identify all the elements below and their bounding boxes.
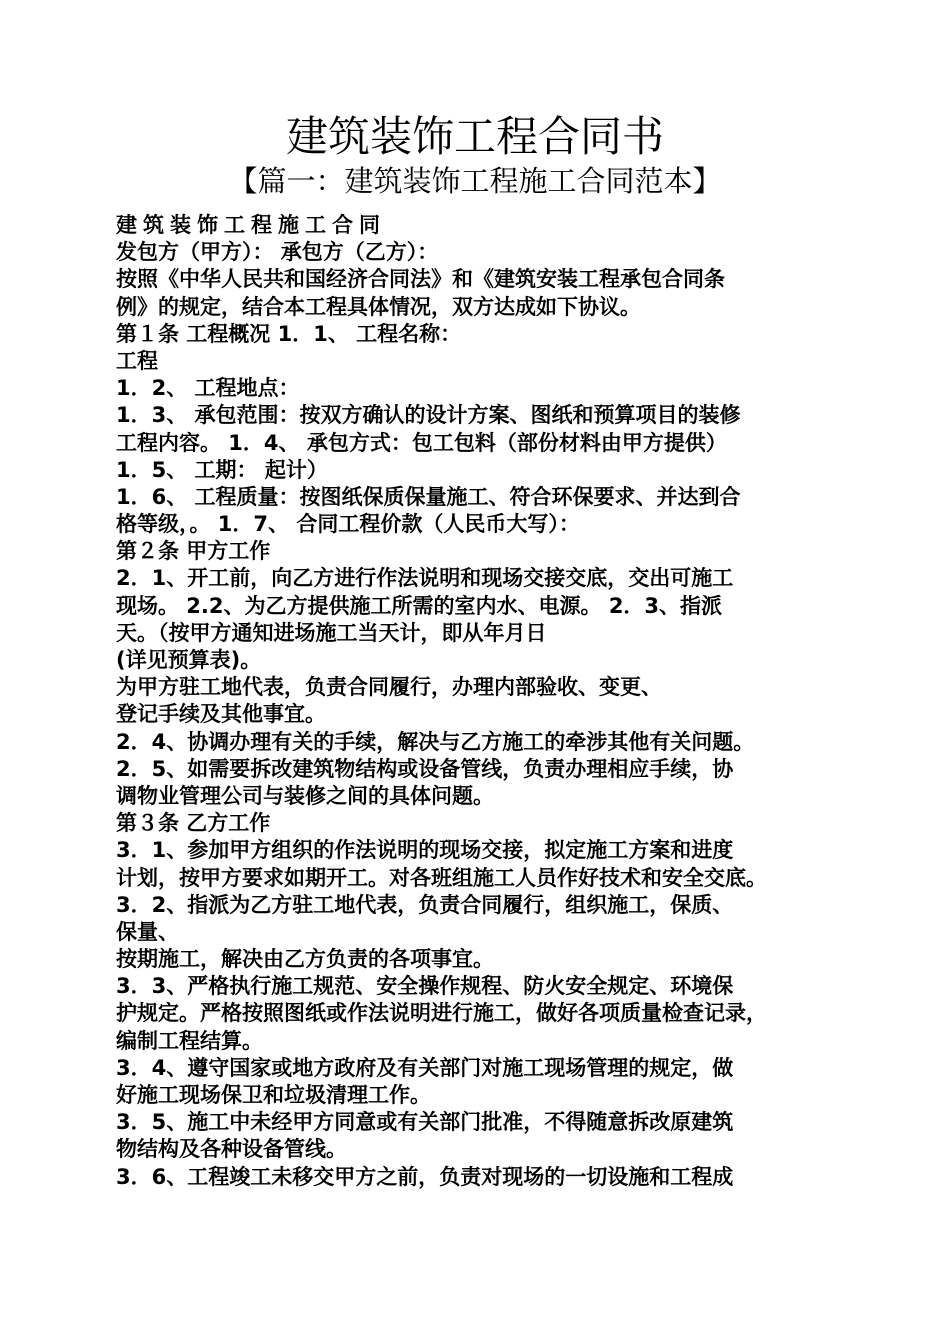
text-line: 按期施工，解决由乙方负责的各项事宜。 <box>116 947 494 972</box>
text-line: 好施工现场保卫和垃圾清理工作。 <box>116 1083 431 1107</box>
document-title: 建筑装饰工程合同书 <box>285 112 664 161</box>
text-line: 为甲方驻工地代表，负责合同履行，办理内部验收、变更、 <box>116 675 662 700</box>
text-line: 计划，按甲方要求如期开工。对各班组施工人员作好技术和安全交底。 <box>116 865 767 890</box>
contract-heading: 建筑装饰工程施工合同 <box>116 213 386 237</box>
text-line: 2．4、协调办理有关的手续，解决与乙方施工的牵涉其他有关问题。 <box>116 729 755 754</box>
text-line: 3．2、指派为乙方驻工地代表，负责合同履行，组织施工，保质、 <box>116 892 734 917</box>
text-line: 工程内容。 1．4、 承包方式：包工包料（部份材料由甲方提供） <box>116 430 727 455</box>
article-2-heading: 第２条 甲方工作 <box>116 539 271 564</box>
text-line: 2．5、如需要拆改建筑物结构或设备管线，负责办理相应手续，协 <box>116 756 734 781</box>
text-line: 护规定。严格按照图纸或作法说明进行施工，做好各项质量检查记录， <box>116 1001 767 1026</box>
text-line: 3．4、遵守国家或地方政府及有关部门对施工现场管理的规定，做 <box>116 1055 734 1080</box>
text-line: 登记手续及其他事宜。 <box>116 702 326 727</box>
text-line: 1．6、 工程质量：按图纸保质保量施工、符合环保要求、并达到合 <box>116 484 741 509</box>
text-line: (详见预算表)。 <box>116 648 262 672</box>
text-line: 3．1、参加甲方组织的作法说明的现场交接，拟定施工方案和进度 <box>116 838 734 863</box>
text-line: 3．5、施工中未经甲方同意或有关部门批准，不得随意拆改原建筑 <box>116 1110 734 1135</box>
text-line: 1．5、 工期： 起计） <box>116 457 328 482</box>
document-body <box>116 212 856 1191</box>
document-subtitle: 【篇一：建筑装饰工程施工合同范本】 <box>228 164 722 198</box>
text-line: 1．3、 承包范围：按双方确认的设计方案、图纸和预算项目的装修 <box>116 403 741 428</box>
text-line: 天。（按甲方通知进场施工当天计，即从年月日 <box>116 620 547 645</box>
article-1-heading: 第１条 工程概况 1．1、 工程名称： <box>116 321 462 346</box>
text-line: 保量、 <box>116 919 179 944</box>
text-line: 编制工程结算。 <box>116 1028 263 1053</box>
text-line: 物结构及各种设备管线。 <box>116 1137 347 1162</box>
text-line: 按照《中华人民共和国经济合同法》和《建筑安装工程承包合同条 <box>116 267 725 292</box>
text-line: 工程 <box>116 348 158 373</box>
text-line: 调物业管理公司与装修之间的具体问题。 <box>116 783 494 808</box>
text-line: 发包方（甲方）： 承包方（乙方）： <box>116 240 439 265</box>
text-line: 1．2、 工程地点： <box>116 376 300 401</box>
text-line: 例》的规定，结合本工程具体情况，双方达成如下协议。 <box>116 294 641 319</box>
text-line: 现场。 2.2、为乙方提供施工所需的室内水、电源。 2．3、指派 <box>116 593 723 618</box>
text-line: 3．3、严格执行施工规范、安全操作规程、防火安全规定、环境保 <box>116 974 734 999</box>
text-line: 2．1、开工前，向乙方进行作法说明和现场交接交底，交出可施工 <box>116 566 734 591</box>
text-line: 格等级，。 1．7、 合同工程价款（人民币大写）： <box>116 512 580 537</box>
text-line: 3．6、工程竣工未移交甲方之前，负责对现场的一切设施和工程成 <box>116 1164 734 1189</box>
article-3-heading: 第３条 乙方工作 <box>116 811 271 836</box>
